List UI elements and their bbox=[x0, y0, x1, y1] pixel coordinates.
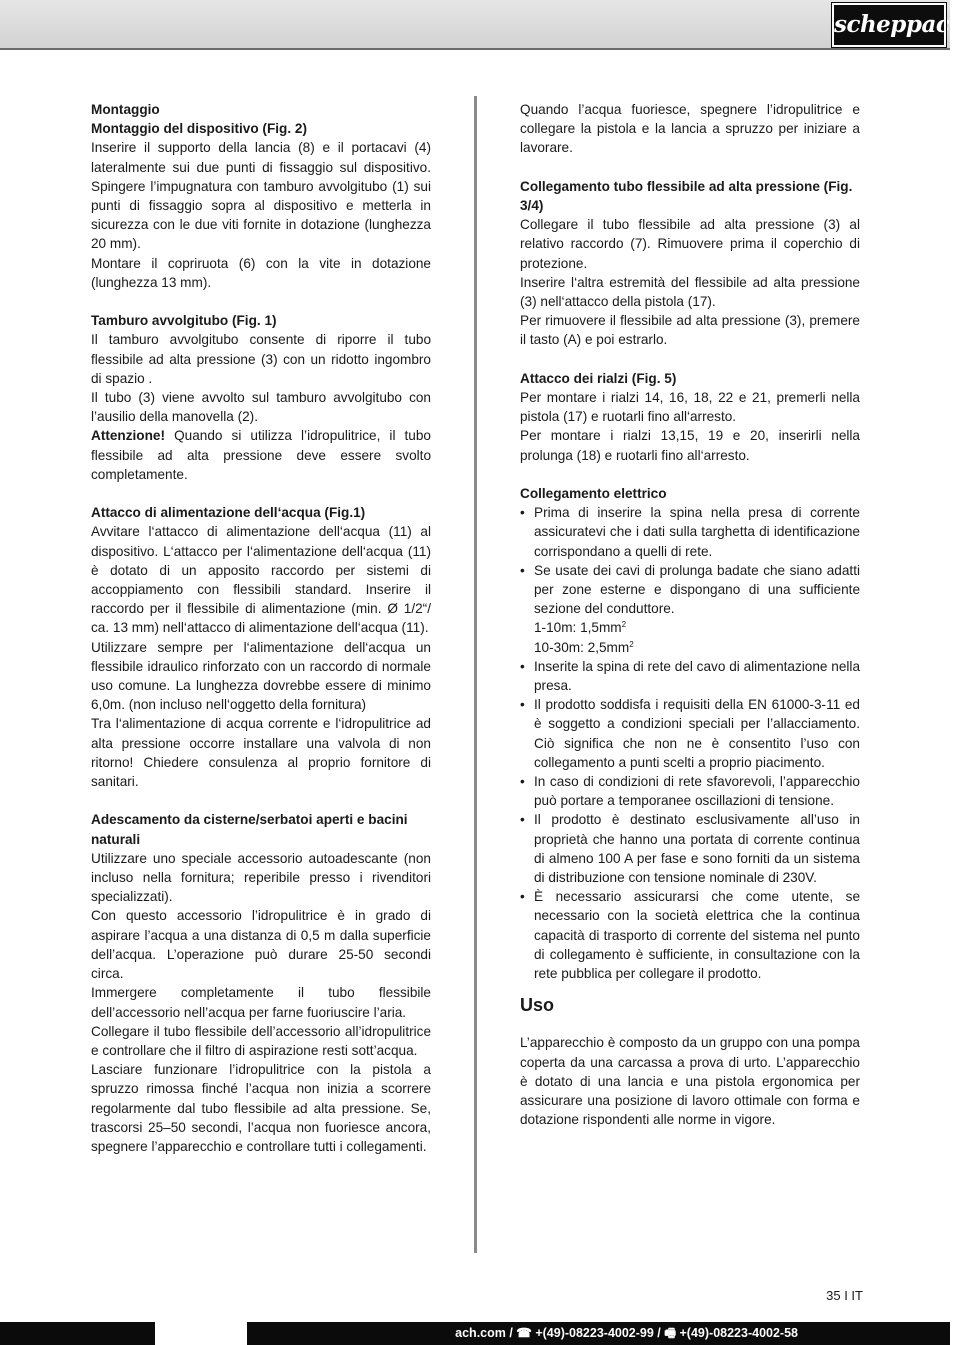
attenzione-label: Attenzione! bbox=[91, 428, 166, 444]
paragraph-adescamento-5: Lasciare funzionare l’idropulitrice con la pistola a spruzzo rimossa finché l’acqua non inizia a scorrere regolarmente dal tubo flessibile ad alta pressione. Se, trascorsi 25–50 secondi, l’acqua non fuoriesce ancora, spegnere l’apparecchio e controllare tutti i collegamenti. bbox=[91, 1062, 431, 1154]
paragraph-tamburo-2: Il tubo (3) viene avvolto sul tamburo avvolgitubo con l’ausilio della manovella (2). bbox=[91, 390, 431, 425]
cable-spec-1: 1-10m: $1,5mm^2$ bbox=[534, 620, 627, 636]
cable-spec-2: 10-30m: $2,5mm^2$ bbox=[534, 639, 634, 655]
paragraph-tubo-1: Collegare il tubo flessibile ad alta pressione (3) al relativo raccordo (7). Rimuovere prima il coperchio di protezione. bbox=[520, 217, 860, 271]
left-column bbox=[91, 100, 431, 1156]
list-item bbox=[520, 561, 860, 657]
footer-white-block bbox=[155, 1322, 247, 1345]
electrical-list bbox=[520, 503, 860, 983]
paragraph-attenzione bbox=[91, 426, 431, 484]
paragraph-intro: Quando l’acqua fuoriesce, spegnere l’idropulitrice e collegare la pistola e la lancia a spruzzo per iniziare a lavorare. bbox=[520, 102, 860, 156]
paragraph-tamburo-1: Il tamburo avvolgitubo consente di riporre il tubo flessibile ad alta pressione (3) con un ridotto ingombro di spazio . bbox=[91, 332, 431, 386]
paragraph-montaggio-2: Montare il copriruota (6) con la vite in dotazione (lunghezza 13 mm). bbox=[91, 255, 431, 290]
page-number: 35 I IT bbox=[826, 1288, 863, 1303]
paragraph-tubo-3: Per rimuovere il flessibile ad alta pressione (3), premere il tasto (A) e poi estrarlo. bbox=[520, 313, 860, 348]
list-item: • Il prodotto è destinato esclusivamente all’uso in proprietà che hanno una portata di corrente continua di almeno 100 A per fase e sono forniti da un sistema di distribuzione con tensione nominale di 230V. bbox=[520, 810, 860, 887]
footer-bar bbox=[0, 1322, 950, 1345]
heading-tamburo: Tamburo avvolgitubo (Fig. 1) bbox=[91, 313, 277, 329]
paragraph-montaggio-1: Inserire il supporto della lancia (8) e il portacavi (4) lateralmente sui due punti di fissaggio sul dispositivo. Spingere l’impugnatura con tamburo avvolgitubo (1) sui punti di fissaggio sopra al dispositivo e metterla in sicurezza con le due viti fornite in dotazione (lunghezza 20 mm). bbox=[91, 140, 431, 252]
scheppach-logo: scheppach bbox=[832, 3, 946, 47]
bullet-2-text: Se usate dei cavi di prolunga badate che siano adatti per zone esterne e dispongano di una sufficiente sezione del conduttore. bbox=[534, 562, 860, 617]
attenzione-text: Quando si utilizza l’idropulitrice, il tubo flessibile ad alta pressione deve essere svolto completamente. bbox=[91, 428, 431, 482]
paragraph-adescamento-4: Collegare il tubo flessibile dell’accessorio all’idropulitrice e controllare che il filtro di aspirazione resti sott’acqua. bbox=[91, 1023, 431, 1058]
footer-contact: ach.com / ☎ +(49)-08223-4002-99 / 🖷 +(49)-08223-4002-58 bbox=[455, 1326, 798, 1340]
heading-tubo-alta-pressione: Collegamento tubo flessibile ad alta pressione (Fig. 3/4) bbox=[520, 178, 853, 213]
heading-adescamento: Adescamento da cisterne/serbatoi aperti e bacini naturali bbox=[91, 812, 408, 847]
paragraph-adescamento-1: Utilizzare uno speciale accessorio autoadescante (non incluso nella fornitura; reperibile presso i rivenditori specializzati). bbox=[91, 850, 431, 905]
paragraph-adescamento-2: Con questo accessorio l’idropulitrice è in grado di aspirare l’acqua a una distanza di 0,5 m dalla superficie dell’acqua. L’operazione può durare 25-50 secondi circa. bbox=[91, 908, 431, 982]
list-item: • È necessario assicurarsi che come utente, se necessario con la società elettrica che la continua capacità di trasporto di corrente del sistema nel punto di collegamento è sufficiente, in consultazione con la rete pubblica per collegare il prodotto. bbox=[520, 887, 860, 983]
paragraph-attacco-3: Tra l‘alimentazione di acqua corrente e l‘idropulitrice ad alta pressione occorre installare una valvola di non ritorno! Chiedere consulenza al proprio fornitore di sanitari. bbox=[91, 716, 431, 790]
right-column bbox=[520, 100, 860, 1129]
heading-uso: Uso bbox=[520, 995, 555, 1016]
heading-montaggio-dispositivo: Montaggio del dispositivo (Fig. 2) bbox=[91, 121, 307, 137]
paragraph-uso: L’apparecchio è composto da un gruppo con una pompa coperta da una carcassa a prova di urto. L’apparecchio è dotato di una lancia e una pistola ergonomica per assicurare una posizione di lavoro ottimale con forma e dotazione rispondenti alle norme in vigore. bbox=[520, 1035, 860, 1128]
paragraph-tubo-2: Inserire l‘altra estremità del flessibile ad alta pressione (3) nell‘attacco della pistola (17). bbox=[520, 274, 860, 310]
header-band bbox=[0, 0, 966, 50]
heading-collegamento-elettrico: Collegamento elettrico bbox=[520, 486, 667, 502]
list-item: • Inserite la spina di rete del cavo di alimentazione nella presa. bbox=[520, 657, 860, 695]
list-item: • Prima di inserire la spina nella presa di corrente assicuratevi che i dati sulla targhetta di identificazione corrispondano a quelli di rete. bbox=[520, 503, 860, 561]
paragraph-attacco-1: Avvitare l‘attacco di alimentazione dell‘acqua (11) al dispositivo. L‘attacco per l‘alimentazione dell‘acqua (11) è dotato di un apposito raccordo per sistemi di accoppiamento con flessibili standard. Inserire il raccordo per il flessibile di alimentazione (min. Ø 1/2“/ ca. 13 mm) nell‘attacco di alimentazione dell‘acqua (11). bbox=[91, 524, 431, 636]
paragraph-attacco-2: Utilizzare sempre per l‘alimentazione dell‘acqua un flessibile idraulico rinforzato con un raccordo di normale uso comune. La lunghezza dovrebbe essere di minimo 6,0m. (non incluso nell‘oggetto della fornitura) bbox=[91, 639, 431, 713]
heading-attacco-acqua: Attacco di alimentazione dell‘acqua (Fig.1) bbox=[91, 505, 366, 521]
paragraph-rialzi-2: Per montare i rialzi 13,15, 19 e 20, inserirli nella prolunga (18) e ruotarli fino all‘arresto. bbox=[520, 428, 860, 463]
heading-montaggio: Montaggio bbox=[91, 102, 160, 117]
column-divider bbox=[474, 96, 477, 1253]
paragraph-rialzi-1: Per montare i rialzi 14, 16, 18, 22 e 21, premerli nella pistola (17) e ruotarli fino all‘arresto. bbox=[520, 390, 860, 425]
heading-rialzi: Attacco dei rialzi (Fig. 5) bbox=[520, 370, 677, 386]
paragraph-adescamento-3: Immergere completamente il tubo flessibile dell’accessorio nell’acqua per farne fuoriuscire l’aria. bbox=[91, 985, 431, 1020]
list-item: • Il prodotto soddisfa i requisiti della EN 61000-3-11 ed è soggetto a condizioni speciali per l’allacciamento. Ciò significa che non ne è consentito l’uso con collegamento a punti scelti a proprio piacimento. bbox=[520, 695, 860, 772]
list-item: • In caso di condizioni di rete sfavorevoli, l’apparecchio può portare a temporanee oscillazioni di tensione. bbox=[520, 772, 860, 810]
